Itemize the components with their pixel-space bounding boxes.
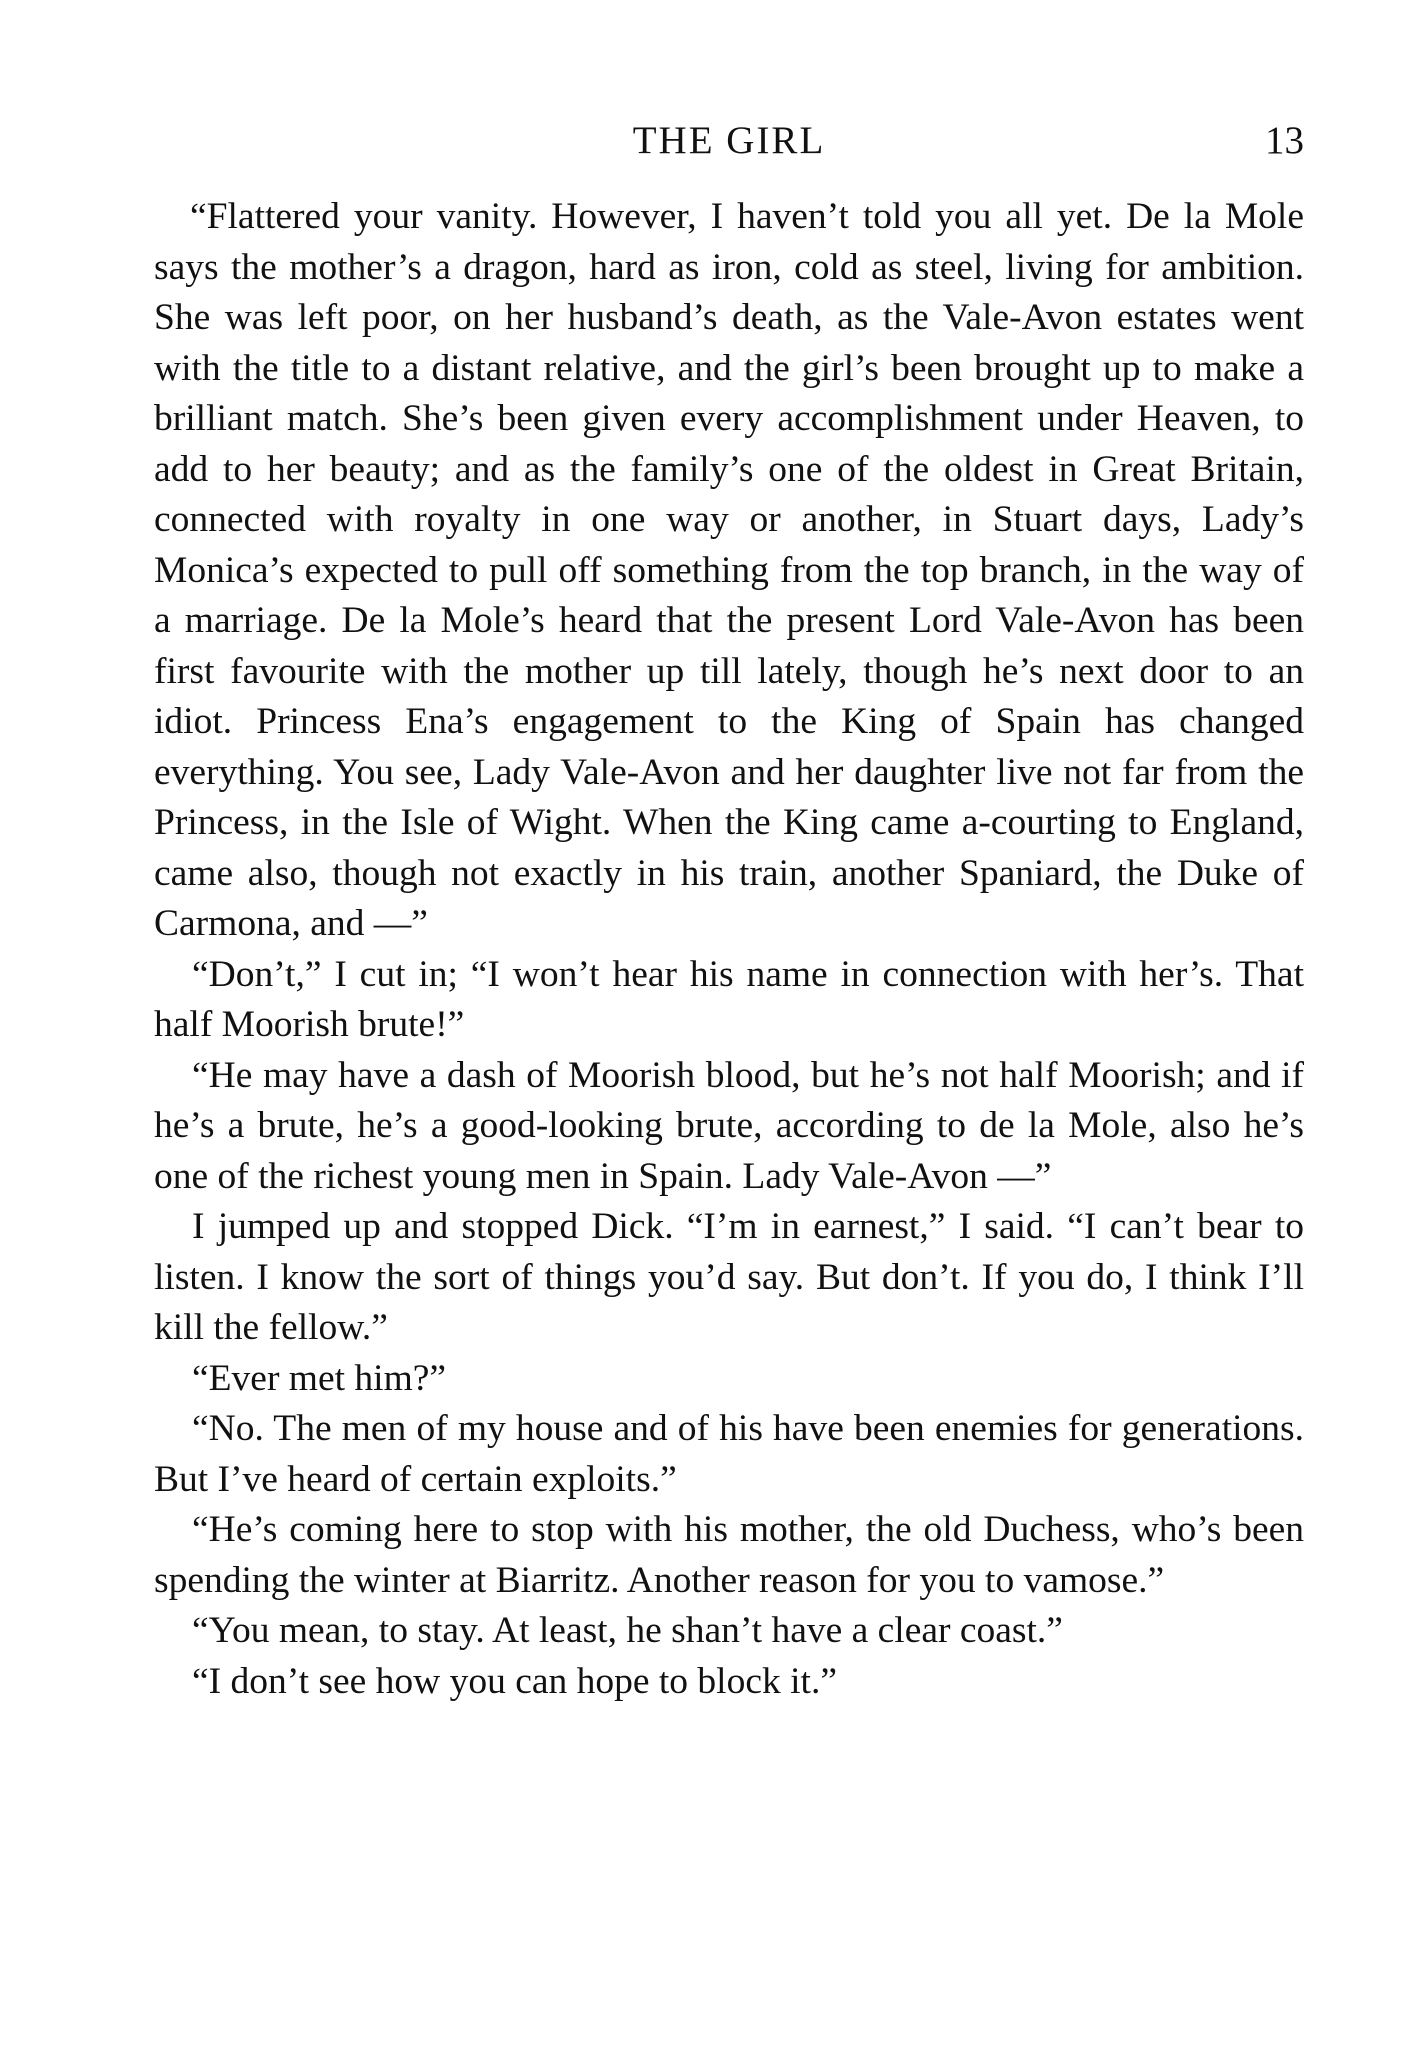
paragraph: “Don’t,” I cut in; “I won’t hear his name in connection with her’s. That half Moorish brute!”: [154, 953, 1304, 1045]
paragraph: “He may have a dash of Moorish blood, but he’s not half Moorish; and if he’s a brute, he’s a good-looking brute, according to de la Mole, also he’s one of the richest young men in Spain. Lady Vale-Avon —”: [154, 1054, 1304, 1197]
paragraph: I jumped up and stopped Dick. “I’m in earnest,” I said. “I can’t bear to listen. I know the sort of things you’d say. But don’t. If you do, I think I’ll kill the fellow.”: [154, 1206, 1304, 1348]
paragraph: “No. The men of my house and of his have been enemies for generations. But I’ve heard of certain exploits.”: [154, 1408, 1304, 1500]
paragraph: “I don’t see how you can hope to block it.”: [192, 1660, 837, 1702]
paragraph: “He’s coming here to stop with his mother, the old Duchess, who’s been spending the winter at Biarritz. Another reason for you to vamose.”: [154, 1509, 1304, 1601]
paragraph: “You mean, to stay. At least, he shan’t have a clear coast.”: [192, 1610, 1063, 1651]
page-number: 13: [1265, 119, 1304, 162]
paragraph: “Ever met him?”: [192, 1357, 447, 1399]
paragraph: “Flattered your vanity. However, I haven’t told you all yet. De la Mole says the mother’s a dragon, hard as iron, cold as steel, living for ambition. She was left poor, on her husband’s death, as the Vale-Avon estates went with the title to a distant relative, and the girl’s been brought up to make a brilliant match. She’s been given every accomplishment under Heaven, to add to her beauty; and as the family’s one of the oldest in Great Britain, connected with royalty in one way or another, in Stuart days, Lady’s Monica’s expected to pull off something from the top branch, in the way of a marriage. De la Mole’s heard that the present Lord Vale-Avon has been first favourite with the mother up till lately, though he’s next door to an idiot. Princess Ena’s engagement to the King of Spain has changed everything. You see, Lady Vale-Avon and her daughter live not far from the Princess, in the Isle of Wight. When the King came a-courting to England, came also, though not exactly in his train, another Spaniard, the Duke of Carmona, and —”: [154, 196, 1304, 944]
running-head: [154, 118, 1304, 178]
chapter-title: THE GIRL: [632, 119, 826, 162]
body-text: [154, 192, 1304, 1707]
